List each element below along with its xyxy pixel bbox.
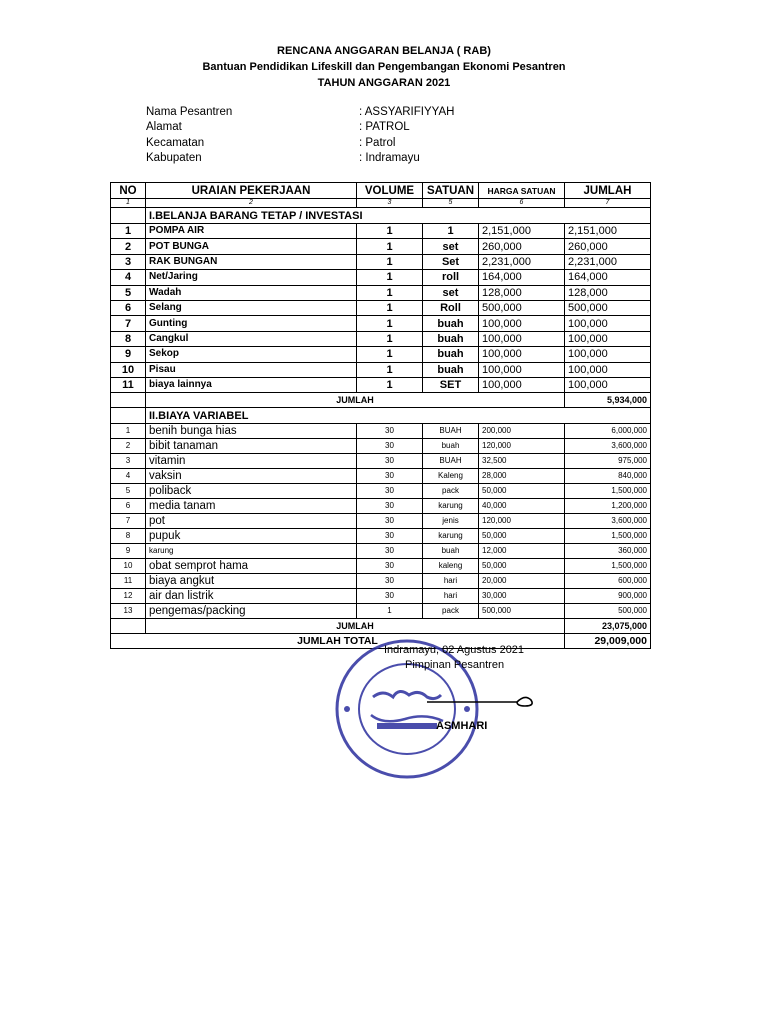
row-volume: 30 — [357, 559, 423, 574]
row-total: 2,231,000 — [565, 254, 651, 269]
row-total: 3,600,000 — [565, 514, 651, 529]
row-total: 840,000 — [565, 469, 651, 484]
row-volume: 1 — [357, 316, 423, 331]
row-no: 6 — [111, 300, 146, 315]
row-no: 9 — [111, 347, 146, 362]
row-total: 1,500,000 — [565, 529, 651, 544]
row-total: 1,500,000 — [565, 484, 651, 499]
row-item: air dan listrik — [146, 589, 357, 604]
row-total: 2,151,000 — [565, 224, 651, 239]
row-price: 500,000 — [479, 604, 565, 619]
row-unit: buah — [423, 544, 479, 559]
info-value: : Indramayu — [359, 151, 420, 164]
row-price: 40,000 — [479, 499, 565, 514]
budget-table — [110, 182, 651, 649]
grand-total-value: 29,009,000 — [565, 634, 651, 649]
row-price: 100,000 — [479, 362, 565, 377]
table-row — [111, 224, 651, 239]
row-volume: 30 — [357, 469, 423, 484]
row-no: 7 — [111, 316, 146, 331]
row-unit: buah — [423, 347, 479, 362]
col-header-volume: VOLUME — [357, 183, 423, 199]
info-row-address — [146, 121, 466, 136]
row-item: Pisau — [146, 362, 357, 377]
row-volume: 1 — [357, 362, 423, 377]
row-item: media tanam — [146, 499, 357, 514]
table-row — [111, 484, 651, 499]
row-no: 11 — [111, 377, 146, 392]
row-total: 128,000 — [565, 285, 651, 300]
row-unit: karung — [423, 529, 479, 544]
row-no: 6 — [111, 499, 146, 514]
row-total: 6,000,000 — [565, 424, 651, 439]
row-unit: set — [423, 239, 479, 254]
column-index-row — [111, 199, 651, 208]
grand-total-label: JUMLAH TOTAL — [111, 634, 565, 649]
col-header-no: NO — [111, 183, 146, 199]
row-total: 900,000 — [565, 589, 651, 604]
table-row — [111, 454, 651, 469]
info-value: : Patrol — [359, 136, 396, 149]
row-no: 1 — [111, 424, 146, 439]
budget-year: TAHUN ANGGARAN 2021 — [317, 77, 451, 89]
row-volume: 1 — [357, 285, 423, 300]
row-price: 164,000 — [479, 270, 565, 285]
row-volume: 1 — [357, 347, 423, 362]
row-volume: 30 — [357, 574, 423, 589]
col-header-jumlah: JUMLAH — [565, 183, 651, 199]
info-row-district — [146, 137, 466, 152]
row-no: 8 — [111, 331, 146, 346]
row-volume: 1 — [357, 331, 423, 346]
table-row — [111, 270, 651, 285]
row-item: pupuk — [146, 529, 357, 544]
row-item: benih bunga hias — [146, 424, 357, 439]
document-subtitle: Bantuan Pendidikan Lifeskill dan Pengembangan Ekonomi Pesantren — [202, 61, 566, 73]
col-index: 7 — [565, 199, 651, 208]
row-volume: 1 — [357, 224, 423, 239]
row-unit: 1 — [423, 224, 479, 239]
row-item: Sekop — [146, 347, 357, 362]
row-total: 100,000 — [565, 347, 651, 362]
row-volume: 30 — [357, 439, 423, 454]
signatory-role: Pimpinan Pesantren — [405, 659, 505, 671]
row-total: 100,000 — [565, 377, 651, 392]
row-volume: 1 — [357, 239, 423, 254]
col-index: 1 — [111, 199, 146, 208]
row-no: 13 — [111, 604, 146, 619]
row-no: 10 — [111, 559, 146, 574]
row-item: RAK BUNGAN — [146, 254, 357, 269]
row-unit: Set — [423, 254, 479, 269]
row-volume: 1 — [357, 300, 423, 315]
row-item: Selang — [146, 300, 357, 315]
table-row — [111, 589, 651, 604]
row-item: karung — [146, 544, 357, 559]
row-item: Wadah — [146, 285, 357, 300]
row-unit: SET — [423, 377, 479, 392]
row-item: bibit tanaman — [146, 439, 357, 454]
row-unit: set — [423, 285, 479, 300]
row-no: 3 — [111, 454, 146, 469]
col-index: 3 — [357, 199, 423, 208]
row-no: 5 — [111, 285, 146, 300]
row-no: 10 — [111, 362, 146, 377]
row-price: 2,231,000 — [479, 254, 565, 269]
row-price: 12,000 — [479, 544, 565, 559]
row-price: 100,000 — [479, 377, 565, 392]
row-total: 3,600,000 — [565, 439, 651, 454]
subtotal-row — [111, 393, 651, 408]
row-volume: 30 — [357, 454, 423, 469]
row-item: biaya lainnya — [146, 377, 357, 392]
table-row — [111, 331, 651, 346]
row-unit: pack — [423, 604, 479, 619]
row-item: vitamin — [146, 454, 357, 469]
row-item: POT BUNGA — [146, 239, 357, 254]
row-price: 30,000 — [479, 589, 565, 604]
row-total: 1,500,000 — [565, 559, 651, 574]
row-no: 4 — [111, 270, 146, 285]
subtotal-label: JUMLAH — [146, 393, 565, 408]
col-index: 2 — [146, 199, 357, 208]
table-header-row — [111, 183, 651, 199]
col-index: 5 — [423, 199, 479, 208]
row-volume: 30 — [357, 589, 423, 604]
table-row — [111, 239, 651, 254]
table-row — [111, 604, 651, 619]
table-row — [111, 514, 651, 529]
table-row — [111, 316, 651, 331]
table-row — [111, 544, 651, 559]
row-no: 8 — [111, 529, 146, 544]
row-price: 28,000 — [479, 469, 565, 484]
row-unit: Kaleng — [423, 469, 479, 484]
row-price: 100,000 — [479, 347, 565, 362]
row-volume: 1 — [357, 254, 423, 269]
row-total: 100,000 — [565, 316, 651, 331]
row-unit: kaleng — [423, 559, 479, 574]
table-row — [111, 574, 651, 589]
row-price: 120,000 — [479, 439, 565, 454]
row-total: 600,000 — [565, 574, 651, 589]
row-unit: BUAH — [423, 454, 479, 469]
row-no: 4 — [111, 469, 146, 484]
info-value: : PATROL — [359, 121, 410, 134]
row-price: 32,500 — [479, 454, 565, 469]
section-header-row — [111, 408, 651, 424]
row-item: vaksin — [146, 469, 357, 484]
row-unit: jenis — [423, 514, 479, 529]
table-row — [111, 559, 651, 574]
row-total: 1,200,000 — [565, 499, 651, 514]
row-item: Net/Jaring — [146, 270, 357, 285]
row-no: 11 — [111, 574, 146, 589]
table-row — [111, 424, 651, 439]
row-total: 975,000 — [565, 454, 651, 469]
table-row — [111, 377, 651, 392]
signatory-name: ASMHARI — [436, 720, 488, 732]
document-title: RENCANA ANGGARAN BELANJA ( RAB) — [277, 45, 491, 57]
table-row — [111, 347, 651, 362]
row-unit: buah — [423, 331, 479, 346]
table-row — [111, 300, 651, 315]
row-volume: 30 — [357, 529, 423, 544]
row-price: 128,000 — [479, 285, 565, 300]
row-price: 50,000 — [479, 484, 565, 499]
row-no: 12 — [111, 589, 146, 604]
row-total: 100,000 — [565, 331, 651, 346]
row-unit: buah — [423, 439, 479, 454]
info-label: Nama Pesantren — [146, 106, 233, 118]
row-no: 5 — [111, 484, 146, 499]
row-price: 50,000 — [479, 529, 565, 544]
row-unit: BUAH — [423, 424, 479, 439]
row-unit: roll — [423, 270, 479, 285]
row-item: obat semprot hama — [146, 559, 357, 574]
pesantren-info — [146, 106, 466, 167]
table-row — [111, 254, 651, 269]
row-item: poliback — [146, 484, 357, 499]
row-volume: 30 — [357, 499, 423, 514]
row-unit: buah — [423, 362, 479, 377]
row-volume: 30 — [357, 514, 423, 529]
row-unit: pack — [423, 484, 479, 499]
table-row — [111, 362, 651, 377]
row-volume: 30 — [357, 544, 423, 559]
row-volume: 1 — [357, 604, 423, 619]
row-volume: 30 — [357, 424, 423, 439]
row-total: 500,000 — [565, 604, 651, 619]
row-item: pot — [146, 514, 357, 529]
row-total: 100,000 — [565, 362, 651, 377]
subtotal-row — [111, 619, 651, 634]
col-header-satuan: SATUAN — [423, 183, 479, 199]
row-item: biaya angkut — [146, 574, 357, 589]
row-no: 1 — [111, 224, 146, 239]
row-price: 2,151,000 — [479, 224, 565, 239]
row-price: 200,000 — [479, 424, 565, 439]
row-item: POMPA AIR — [146, 224, 357, 239]
row-item: Gunting — [146, 316, 357, 331]
col-header-harga: HARGA SATUAN — [479, 183, 565, 199]
row-unit: hari — [423, 589, 479, 604]
row-unit: hari — [423, 574, 479, 589]
row-item: Cangkul — [146, 331, 357, 346]
row-no: 2 — [111, 239, 146, 254]
table-row — [111, 285, 651, 300]
row-price: 500,000 — [479, 300, 565, 315]
row-item: pengemas/packing — [146, 604, 357, 619]
col-index: 6 — [479, 199, 565, 208]
signature-icon — [425, 690, 537, 714]
row-price: 20,000 — [479, 574, 565, 589]
section-title: II.BIAYA VARIABEL — [146, 408, 651, 424]
section-header-row — [111, 208, 651, 224]
table-row — [111, 499, 651, 514]
info-label: Alamat — [146, 121, 182, 134]
subtotal-label: JUMLAH — [146, 619, 565, 634]
row-no: 7 — [111, 514, 146, 529]
info-row-name — [146, 106, 466, 121]
info-label: Kecamatan — [146, 136, 205, 149]
row-price: 100,000 — [479, 316, 565, 331]
row-volume: 1 — [357, 377, 423, 392]
table-row — [111, 469, 651, 484]
section-title: I.BELANJA BARANG TETAP / INVESTASI — [146, 208, 651, 224]
row-total: 360,000 — [565, 544, 651, 559]
place-date: Indramayu, 02 Agustus 2021 — [384, 644, 525, 656]
row-price: 100,000 — [479, 331, 565, 346]
info-label: Kabupaten — [146, 151, 202, 164]
info-value: : ASSYARIFIYYAH — [359, 106, 455, 118]
row-price: 120,000 — [479, 514, 565, 529]
row-volume: 30 — [357, 484, 423, 499]
row-total: 260,000 — [565, 239, 651, 254]
info-row-regency — [146, 152, 466, 167]
row-total: 164,000 — [565, 270, 651, 285]
col-header-uraian: URAIAN PEKERJAAN — [146, 183, 357, 199]
row-unit: karung — [423, 499, 479, 514]
row-unit: Roll — [423, 300, 479, 315]
table-row — [111, 529, 651, 544]
row-no: 3 — [111, 254, 146, 269]
row-no: 9 — [111, 544, 146, 559]
row-no: 2 — [111, 439, 146, 454]
row-price: 50,000 — [479, 559, 565, 574]
row-price: 260,000 — [479, 239, 565, 254]
subtotal-value: 5,934,000 — [565, 393, 651, 408]
row-volume: 1 — [357, 270, 423, 285]
row-total: 500,000 — [565, 300, 651, 315]
subtotal-value: 23,075,000 — [565, 619, 651, 634]
table-row — [111, 439, 651, 454]
row-unit: buah — [423, 316, 479, 331]
